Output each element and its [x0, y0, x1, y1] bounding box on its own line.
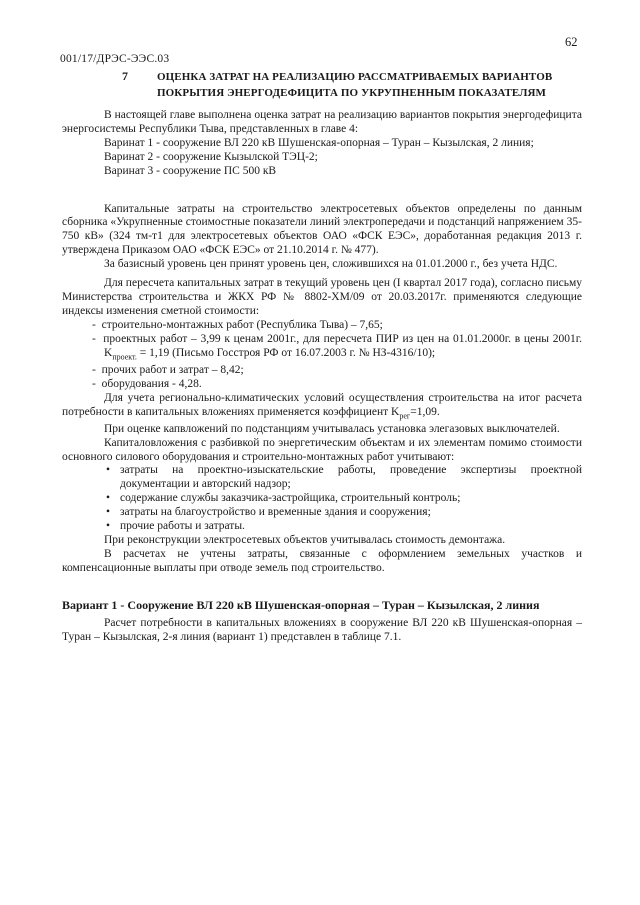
index-item-design-text: проектных работ – 3,99 к ценам 2001г., для пересчета ПИР из цен на 01.01.2000г. в цены 2001г. K [103, 332, 583, 359]
regional-rest: =1,09. [410, 405, 440, 418]
chapter-title-line-1: ОЦЕНКА ЗАТРАТ НА РЕАЛИЗАЦИЮ РАССМАТРИВАЕМЫХ ВАРИАНТОВ [157, 71, 553, 83]
page-number: 62 [565, 35, 578, 49]
list-item-text: затраты на проектно-изыскательские работы, проведение экспертизы проектной документации и авторский надзор; [120, 464, 582, 491]
index-item-other [62, 364, 582, 378]
bullet-icon: • [106, 492, 111, 505]
land-paragraph: В расчетах не учтены затраты, связанные с оформлением земельных участков и компенсационные выплаты при отводе земель под строительство. [62, 547, 582, 574]
index-item-design-rest: = 1,19 (Письмо Госстроя РФ от 16.07.2003 г. № НЗ-4316/10); [136, 346, 436, 359]
variant-list-item-3: Варинат 3 - сооружение ПС 500 кВ [104, 164, 277, 177]
chapter-number: 7 [122, 69, 128, 83]
index-item-construction-text: строительно-монтажных работ (Республика Тыва) – 7,65; [101, 318, 383, 331]
capex-paragraph: Капитальные затраты на строительство электросетевых объектов определены по данным сборника «Укрупненные стоимостные показатели линий электропередачи и подстанций напряжением 35-750 кВ» (324 тм-т1 для электросетевых объектов ОАО «ФСК ЕЭС», доработанная редакция 2013 г. утверждена Приказом ОАО «ФСК ЕЭС» от 21.10.2014 г. № 477). [62, 202, 582, 257]
index-item-design [62, 333, 582, 364]
document-body [62, 109, 582, 645]
list-item [62, 520, 582, 534]
breakdown-paragraph: Капиталовложения с разбивкой по энергетическим объектам и их элементам помимо стоимости основного силового оборудования и строительно-монтажных работ учитывают: [62, 436, 582, 463]
variant-list-item-1: Варинат 1 - сооружение ВЛ 220 кВ Шушенская-опорная – Туран – Кызылская, 2 линия; [104, 136, 534, 149]
variant-list-item-2: Варинат 2 - сооружение Кызылской ТЭЦ-2; [104, 150, 318, 163]
document-code: 001/17/ДРЭС-ЭЭС.03 [60, 53, 170, 65]
chapter-title [157, 69, 577, 101]
index-item-equipment [62, 378, 582, 392]
list-item [62, 506, 582, 520]
variant-1-heading: Вариант 1 - Сооружение ВЛ 220 кВ Шушенская-опорная – Туран – Кызылская, 2 линия [62, 597, 540, 612]
list-item-text: прочие работы и затраты. [120, 520, 245, 533]
regional-paragraph [62, 392, 582, 423]
chapter-title-line-2: ПОКРЫТИЯ ЭНЕРГОДЕФИЦИТА ПО УКРУПНЕННЫМ ПОКАЗАТЕЛЯМ [157, 87, 547, 99]
list-item-text: содержание службы заказчика-застройщика, строительный контроль; [120, 492, 461, 505]
bullet-icon: • [106, 464, 111, 477]
list-item-text: затраты на благоустройство и временные здания и сооружения; [120, 506, 431, 519]
coefficient-subscript: проект. [112, 351, 137, 361]
dash-glyph: - [92, 363, 96, 376]
bullet-icon: • [106, 506, 111, 519]
index-item-construction [62, 319, 582, 333]
index-item-equipment-text: оборудования - 4,28. [101, 377, 202, 390]
intro-paragraph: В настоящей главе выполнена оценка затрат на реализацию вариантов покрытия энергодефицита энергосистемы Республики Тыва, представленных в главе 4: [62, 109, 582, 135]
bullet-icon: • [106, 520, 111, 533]
list-item [62, 464, 582, 492]
regional-subscript: рег [399, 410, 411, 420]
substation-paragraph: При оценке капвложений по подстанциям учитывалась установка элегазовых выключателей. [104, 422, 560, 435]
dash-glyph: - [92, 332, 96, 345]
index-item-other-text: прочих работ и затрат – 8,42; [101, 363, 244, 376]
dismantling-paragraph: При реконструкции электросетевых объектов учитывалась стоимость демонтажа. [104, 533, 506, 546]
dash-glyph: - [92, 377, 96, 390]
regional-text: Для учета регионально-климатических условий осуществления строительства на итог расчета потребности в капитальных вложениях применяется коэффициент K [62, 391, 582, 418]
cost-items-list [62, 464, 582, 534]
dash-glyph: - [92, 318, 96, 331]
base-price-paragraph: За базисный уровень цен принят уровень цен, сложившихся на 01.01.2000 г., без учета НДС. [104, 258, 558, 271]
list-item [62, 492, 582, 506]
recalc-paragraph: Для пересчета капитальных затрат в текущий уровень цен (I квартал 2017 года), согласно письму Министерства строительства и ЖКХ РФ № 8802-ХМ/09 от 20.03.2017г. применяются следующие индексы изменения сметной стоимости: [62, 277, 582, 317]
variant-1-paragraph: Расчет потребности в капитальных вложениях в сооружение ВЛ 220 кВ Шушенская-опорная – Туран – Кызылская, 2-я линия (вариант 1) представлен в таблице 7.1. [62, 616, 582, 643]
